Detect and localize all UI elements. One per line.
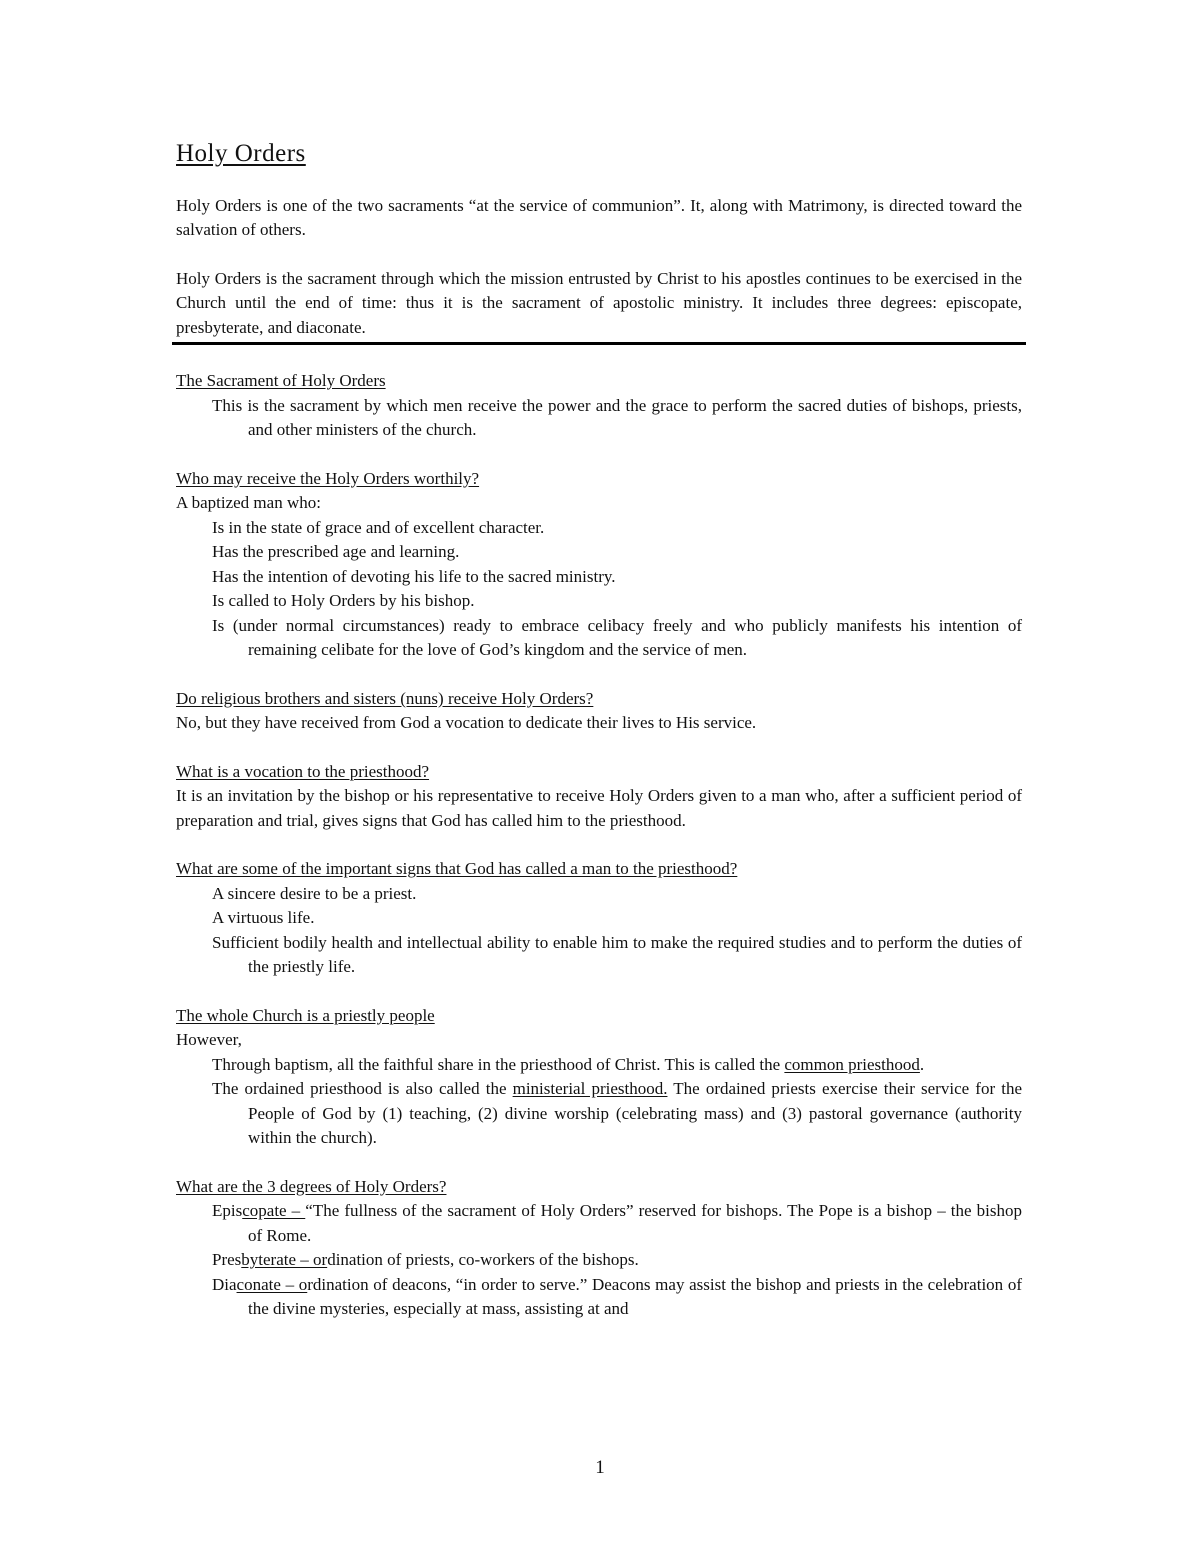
section-degrees: [176, 1175, 1022, 1322]
text-run: rdination of deacons, “in order to serve.” Deacons may assist the bishop and priests in the celebration of the divine mysteries, especially at mass, assisting at and: [248, 1274, 1023, 1318]
section-heading: The Sacrament of Holy Orders: [176, 371, 386, 390]
section-who: [176, 467, 1022, 663]
intro-paragraph-1: Holy Orders is one of the two sacraments “at the service of communion”. It, along with Matrimony, is directed toward the salvation of others.: [176, 195, 1022, 239]
list-item: Has the intention of devoting his life to the sacred ministry.: [212, 566, 616, 586]
list-item: [176, 1077, 1022, 1151]
text-run: Pres: [212, 1250, 242, 1269]
section-vocation: [176, 760, 1022, 834]
intro-paragraph-2: Holy Orders is the sacrament through which the mission entrusted by Christ to his apostles continues to be exercised in the Church until the end of time: thus it is the sacrament of apostolic ministry. It includes three degrees: episcopate, presbyterate, and diaconate.: [176, 268, 1022, 337]
list-item: Has the prescribed age and learning.: [212, 542, 460, 561]
underlined-term: common priesthood: [784, 1054, 920, 1074]
list-item: Is in the state of grace and of excellent character.: [212, 517, 545, 537]
text-run: “The fullness of the sacrament of Holy Orders” reserved for bishops. The Pope is a bishop – the bishop of Rome.: [248, 1201, 1022, 1245]
section-lead: A baptized man who:: [176, 493, 321, 512]
section-body: It is an invitation by the bishop or his representative to receive Holy Orders given to a man who, after a sufficient period of preparation and trial, gives signs that God has called him to the priesthood.: [176, 786, 1022, 830]
section-divider: [172, 342, 1026, 345]
section-heading: What are the 3 degrees of Holy Orders?: [176, 1176, 447, 1196]
list-item: [176, 1053, 1022, 1078]
section-heading: What is a vocation to the priesthood?: [176, 761, 430, 781]
section-body: No, but they have received from God a vocation to dedicate their lives to His service.: [176, 713, 757, 732]
text-run: dination of priests, co-workers of the bishops.: [327, 1250, 639, 1269]
section-signs: [176, 857, 1022, 980]
list-item: [176, 1248, 1022, 1273]
text-run: The ordained priests exercise their service for the People of God by (1) teaching, (2) divine worship (celebrating mass) and (3) pastoral governance (authority within the church).: [248, 1079, 1022, 1147]
list-item: Sufficient bodily health and intellectual ability to enable him to make the required studies and to perform the duties of the priestly life.: [212, 932, 1022, 976]
underlined-term: byterate – or: [241, 1250, 328, 1269]
list-item: A sincere desire to be a priest.: [212, 883, 417, 903]
text-run: .: [919, 1054, 925, 1074]
section-body: This is the sacrament by which men receive the power and the grace to perform the sacred duties of bishops, priests, and other ministers of the church.: [212, 395, 1022, 439]
underlined-term: conate – o: [236, 1274, 308, 1294]
list-item: A virtuous life.: [212, 908, 315, 927]
page-title: Holy Orders: [176, 140, 306, 167]
section-heading: What are some of the important signs that God has called a man to the priesthood?: [176, 859, 738, 878]
list-item: Is (under normal circumstances) ready to embrace celibacy freely and who publicly manifests his intention of remaining celibate for the love of God’s kingdom and the service of men.: [212, 615, 1022, 659]
page-content: [176, 140, 1022, 1322]
page-number: 1: [595, 1457, 605, 1478]
section-heading: Do religious brothers and sisters (nuns) receive Holy Orders?: [176, 688, 594, 708]
text-run: Epis: [212, 1201, 243, 1220]
underlined-term: ministerial priesthood.: [512, 1079, 668, 1098]
section-lead: However,: [176, 1030, 242, 1049]
text-run: The ordained priesthood is also called the: [212, 1079, 513, 1098]
section-nuns: [176, 687, 1022, 736]
section-heading: Who may receive the Holy Orders worthily?: [176, 468, 480, 488]
text-run: Dia: [212, 1274, 237, 1294]
text-run: Through baptism, all the faithful share in the priesthood of Christ. This is called the: [212, 1054, 785, 1074]
underlined-term: copate –: [242, 1201, 306, 1220]
section-sacrament: [176, 369, 1022, 443]
section-heading: The whole Church is a priestly people: [176, 1005, 435, 1025]
list-item: [176, 1273, 1022, 1322]
section-church: [176, 1004, 1022, 1151]
list-item: Is called to Holy Orders by his bishop.: [212, 591, 475, 610]
list-item: [176, 1199, 1022, 1248]
